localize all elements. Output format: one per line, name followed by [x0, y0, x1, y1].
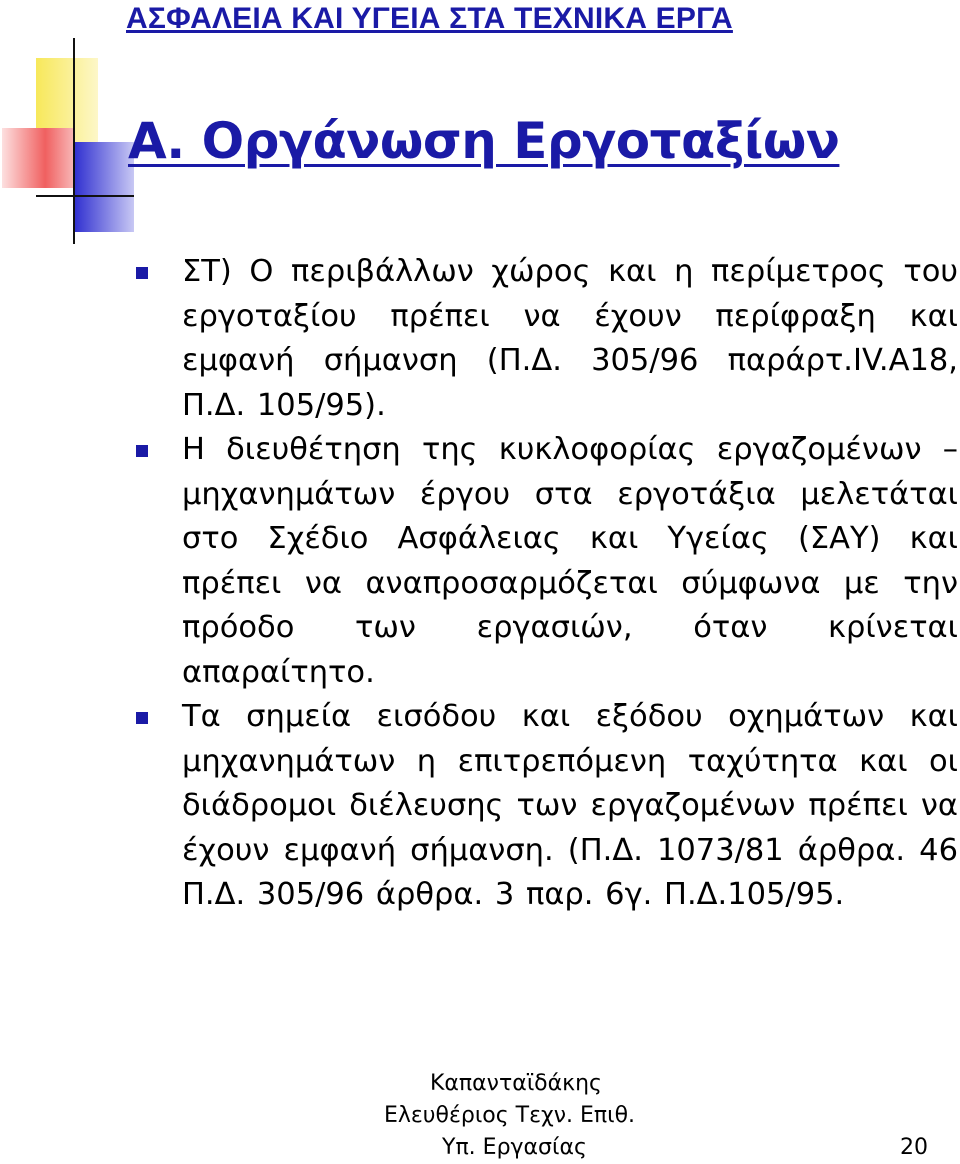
slide-footer — [380, 1068, 928, 1164]
bullet-text: ΣΤ) Ο περιβάλλων χώρος και η περίμετρος του εργοταξίου πρέπει να έχουν περίφραξη και εμφανή σήμανση (Π.Δ. 305/96 παράρτ.IV.A18, Π.Δ. 105/95). — [182, 254, 958, 423]
bullet-text: Η διευθέτηση της κυκλοφορίας εργαζομένων – μηχανημάτων έργου στα εργοτάξια μελετάται στο Σχέδιο Ασφάλειας και Υγείας (ΣΑΥ) και πρέπει να αναπροσαρμόζεται σύμφωνα με την πρόοδο των εργασιών, όταν κρίνεται απαραίτητο. — [182, 432, 958, 690]
footer-dept-row — [380, 1132, 928, 1164]
bullet-text: Τα σημεία εισόδου και εξόδου οχημάτων και μηχανημάτων η επιτρεπόμενη ταχύτητα και οι διάδρομοι διέλευσης των εργαζομένων πρέπει να έχουν εμφανή σήμανση. (Π.Δ. 1073/81 άρθρα. 46 Π.Δ. 305/96 άρθρα. 3 παρ. 6γ. Π.Δ.105/95. — [182, 699, 958, 912]
footer-dept: Υπ. Εργασίας — [442, 1135, 587, 1160]
square-bullet-icon — [136, 445, 148, 457]
bullet-item — [136, 250, 958, 428]
bullet-item — [136, 695, 958, 918]
square-bullet-icon — [136, 712, 148, 724]
bullet-list — [136, 250, 958, 918]
deco-red-square — [2, 128, 74, 188]
deco-blue-square — [74, 142, 134, 232]
footer-role: Ελευθέριος Τεχν. Επιθ. — [384, 1103, 636, 1128]
page-number: 20 — [900, 1135, 928, 1160]
bullet-item — [136, 428, 958, 695]
square-bullet-icon — [136, 267, 148, 279]
footer-author: Καπανταϊδάκης — [430, 1071, 602, 1096]
slide-title: Α. Οργάνωση Εργοταξίων — [128, 112, 840, 170]
document-header: ΑΣΦΑΛΕΙΑ ΚΑΙ ΥΓΕΙΑ ΣΤΑ ΤΕΧΝΙΚΑ ΕΡΓΑ — [126, 2, 733, 35]
decorative-squares — [0, 0, 140, 250]
